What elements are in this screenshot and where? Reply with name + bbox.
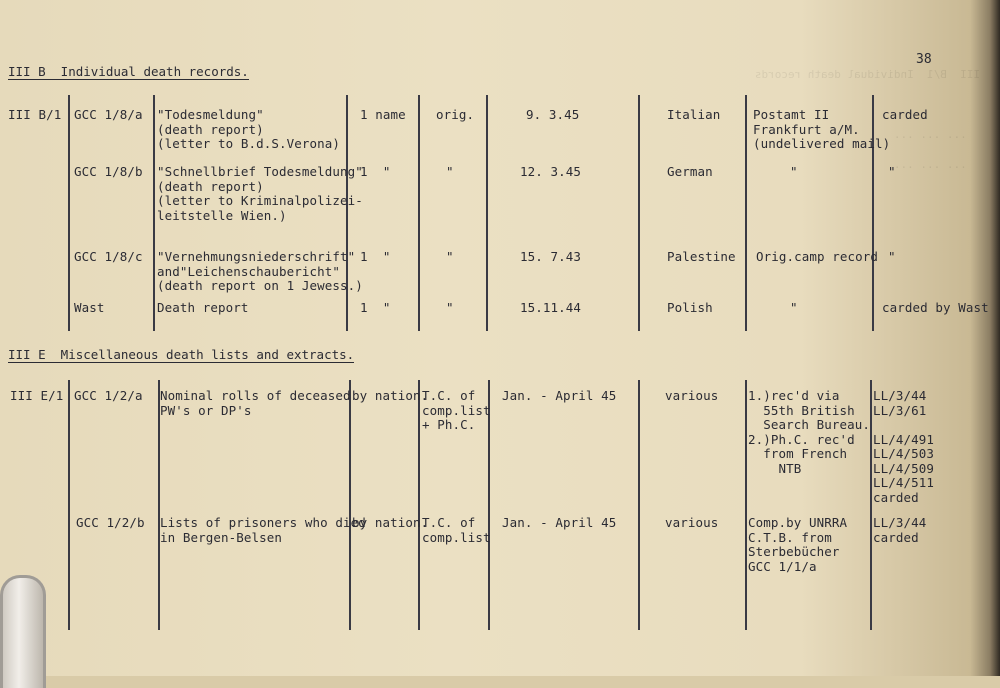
nationality-cell: Palestine [667, 249, 736, 264]
source-cell: Comp.by UNRRA C.T.B. from Sterbebücher GCC 1/1/a [748, 515, 848, 574]
nature-cell: T.C. of comp.list + Ph.C. [422, 388, 491, 432]
description-cell: "Todesmeldung" (death report) (letter to B.d.S.Verona) [157, 107, 341, 151]
nationality-cell: various [665, 388, 719, 403]
remarks-cell: " [888, 164, 896, 179]
source-cell: Orig.camp record [756, 249, 879, 264]
column-rule [638, 95, 640, 331]
remarks-cell: LL/3/44 carded [873, 515, 927, 545]
quantity-cell: by nation. [352, 515, 429, 530]
column-rule [486, 95, 488, 331]
section-e-heading: III E Miscellaneous death lists and extracts. [8, 347, 355, 362]
description-cell: Death report [157, 300, 249, 315]
source-cell: 1.)rec'd via 55th British Search Bureau. 2.)Ph.C. rec'd from French NTB [748, 388, 871, 476]
date-cell: 12. 3.45 [520, 164, 582, 179]
remarks-cell: LL/3/44 LL/3/61 LL/4/491 LL/4/503 LL/4/509 LL/4/511 carded [873, 388, 935, 505]
column-rule [745, 380, 747, 630]
code-cell: GCC 1/8/c [74, 249, 143, 264]
nature-cell: " [446, 164, 454, 179]
date-cell: 15. 7.43 [520, 249, 582, 264]
code-cell: GCC 1/2/b [76, 515, 145, 530]
column-rule [638, 380, 640, 630]
column-rule [870, 380, 872, 630]
section-b-heading: III B Individual death records. [8, 64, 249, 79]
description-cell: Lists of prisoners who died in Bergen-Belsen [160, 515, 366, 545]
code-cell: GCC 1/8/b [74, 164, 143, 179]
source-cell: " [790, 300, 798, 315]
code-cell: GCC 1/8/a [74, 107, 143, 122]
quantity-cell: by nation. [352, 388, 429, 403]
quantity-cell: 1 name [360, 107, 406, 122]
nature-cell: " [446, 300, 454, 315]
quantity-cell: 1 " [360, 249, 391, 264]
code-cell: Wast [74, 300, 105, 315]
date-cell: 9. 3.45 [526, 107, 580, 122]
column-rule [68, 95, 70, 331]
description-cell: "Schnellbrief Todesmeldung" (death report) (letter to Kriminalpolizei- leitstelle Wien.) [157, 164, 363, 223]
description-cell: Nominal rolls of deceased PW's or DP's [160, 388, 351, 418]
page-number: 38 [916, 52, 932, 67]
nationality-cell: Polish [667, 300, 713, 315]
nature-cell: T.C. of comp.list [422, 515, 491, 545]
bleed-through-text: III B/1 Individual death records ... ... ... ... ... ... [754, 68, 980, 171]
column-rule [745, 95, 747, 331]
description-cell: "Vernehmungsniederschrift" and"Leichenschaubericht" (death report on 1 Jewess.) [157, 249, 363, 293]
source-cell: " [790, 164, 798, 179]
quantity-cell: 1 " [360, 300, 391, 315]
nature-cell: " [446, 249, 454, 264]
remarks-cell: " [888, 249, 896, 264]
column-rule [68, 380, 70, 630]
paper-clip-icon [0, 575, 46, 688]
nationality-cell: various [665, 515, 719, 530]
date-cell: 15.11.44 [520, 300, 582, 315]
nature-cell: orig. [436, 107, 475, 122]
column-rule [153, 95, 155, 331]
column-rule [418, 95, 420, 331]
ref-cell: III B/1 [8, 107, 62, 122]
nationality-cell: German [667, 164, 713, 179]
nationality-cell: Italian [667, 107, 721, 122]
remarks-cell: carded by Wast [882, 300, 989, 315]
date-cell: Jan. - April 45 [502, 515, 617, 530]
column-rule [418, 380, 420, 630]
ref-cell: III E/1 [10, 388, 64, 403]
date-cell: Jan. - April 45 [502, 388, 617, 403]
quantity-cell: 1 " [360, 164, 391, 179]
source-cell: Postamt II Frankfurt a/M. (undelivered mail) [753, 107, 891, 151]
code-cell: GCC 1/2/a [74, 388, 143, 403]
remarks-cell: carded [882, 107, 928, 122]
binder-edge [990, 0, 1000, 676]
